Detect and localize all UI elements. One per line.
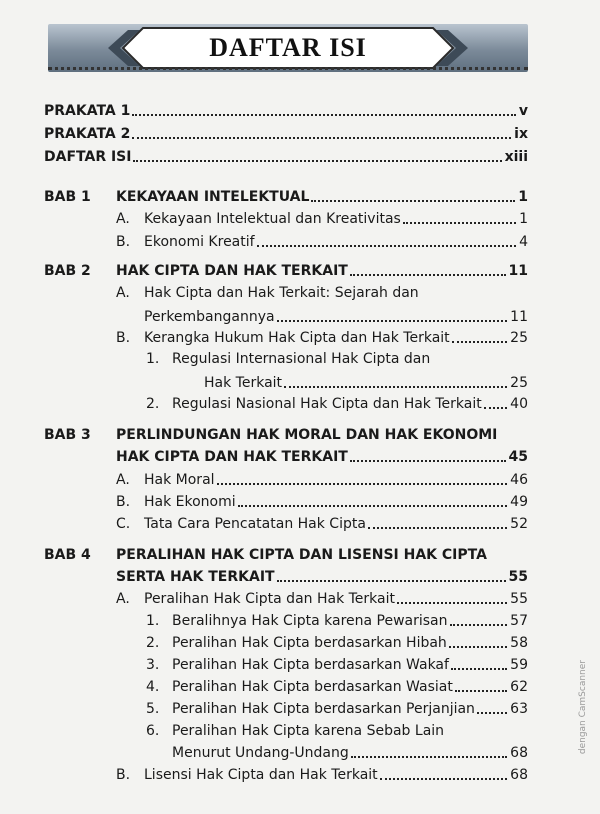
toc-entry-bab4-a5[interactable]: Peralihan Hak Cipta berdasarkan Perjanjian 63	[172, 701, 528, 717]
subsection-number: 5.	[146, 701, 160, 717]
section-letter: B.	[116, 330, 131, 346]
toc-entry-bab2-a-line1[interactable]: Hak Cipta dan Hak Terkait: Sejarah dan	[144, 285, 419, 301]
section-letter: B.	[116, 767, 131, 783]
chapter-number: BAB 1	[44, 189, 91, 205]
toc-entry-prakata-2[interactable]: PRAKATA 2 ix	[44, 126, 528, 142]
toc-entry-bab-2[interactable]: HAK CIPTA DAN HAK TERKAIT 11	[116, 263, 528, 279]
chapter-number: BAB 2	[44, 263, 91, 279]
toc-entry-bab1-b[interactable]: Ekonomi Kreatif 4	[144, 234, 528, 250]
scanner-watermark: dengan CamScanner	[578, 660, 588, 755]
chapter-number: BAB 3	[44, 427, 91, 443]
toc-entry-bab-4[interactable]: SERTA HAK TERKAIT 55	[116, 569, 528, 585]
subsection-number: 1.	[146, 351, 160, 367]
section-letter: A.	[116, 591, 130, 607]
toc-entry-bab3-c[interactable]: Tata Cara Pencatatan Hak Cipta 52	[144, 516, 528, 532]
section-letter: A.	[116, 211, 130, 227]
toc-entry-bab4-a[interactable]: Peralihan Hak Cipta dan Hak Terkait 55	[144, 591, 528, 607]
subsection-number: 2.	[146, 396, 160, 412]
section-letter: B.	[116, 234, 131, 250]
toc-entry-bab4-a1[interactable]: Beralihnya Hak Cipta karena Pewarisan 57	[172, 613, 528, 629]
toc-entry-prakata-1[interactable]: PRAKATA 1 v	[44, 103, 528, 119]
subsection-number: 4.	[146, 679, 160, 695]
toc-entry-bab4-a4[interactable]: Peralihan Hak Cipta berdasarkan Wasiat 62	[172, 679, 528, 695]
header-dotted-rule	[48, 67, 528, 70]
toc-entry-bab2-b1-line1[interactable]: Regulasi Internasional Hak Cipta dan	[172, 351, 431, 367]
toc-entry-bab4-a3[interactable]: Peralihan Hak Cipta berdasarkan Wakaf 59	[172, 657, 528, 673]
subsection-number: 2.	[146, 635, 160, 651]
page-title: DAFTAR ISI	[209, 33, 367, 62]
subsection-number: 6.	[146, 723, 160, 739]
toc-entry-bab2-b[interactable]: Kerangka Hukum Hak Cipta dan Hak Terkait 25	[144, 330, 528, 346]
toc-entry-daftar-isi[interactable]: DAFTAR ISI xiii	[44, 149, 528, 165]
toc-entry-bab3-line1[interactable]: PERLINDUNGAN HAK MORAL DAN HAK EKONOMI	[116, 427, 498, 443]
toc-entry-bab3-a[interactable]: Hak Moral 46	[144, 472, 528, 488]
toc-entry-bab4-line1[interactable]: PERALIHAN HAK CIPTA DAN LISENSI HAK CIPTA	[116, 547, 487, 563]
toc-entry-bab4-b[interactable]: Lisensi Hak Cipta dan Hak Terkait 68	[144, 767, 528, 783]
toc-entry-bab-3[interactable]: HAK CIPTA DAN HAK TERKAIT 45	[116, 449, 528, 465]
subsection-number: 1.	[146, 613, 160, 629]
toc-entry-bab-1[interactable]: KEKAYAAN INTELEKTUAL 1	[116, 189, 528, 205]
toc-entry-bab4-a6-line1[interactable]: Peralihan Hak Cipta karena Sebab Lain	[172, 723, 445, 739]
toc-entry-bab2-a[interactable]: Perkembangannya 11	[144, 309, 528, 325]
toc-entry-bab4-a2[interactable]: Peralihan Hak Cipta berdasarkan Hibah 58	[172, 635, 528, 651]
section-letter: B.	[116, 494, 131, 510]
section-letter: A.	[116, 285, 130, 301]
toc-entry-bab1-a[interactable]: Kekayaan Intelektual dan Kreativitas 1	[144, 211, 528, 227]
section-letter: A.	[116, 472, 130, 488]
toc-entry-bab2-b2[interactable]: Regulasi Nasional Hak Cipta dan Hak Terkait 40	[172, 396, 528, 412]
toc-header-band	[48, 24, 528, 72]
toc-entry-bab2-b1[interactable]: Hak Terkait 25	[204, 375, 528, 391]
chapter-number: BAB 4	[44, 547, 91, 563]
section-letter: C.	[116, 516, 131, 532]
subsection-number: 3.	[146, 657, 160, 673]
toc-entry-bab4-a6[interactable]: Menurut Undang-Undang 68	[172, 745, 528, 761]
toc-entry-bab3-b[interactable]: Hak Ekonomi 49	[144, 494, 528, 510]
